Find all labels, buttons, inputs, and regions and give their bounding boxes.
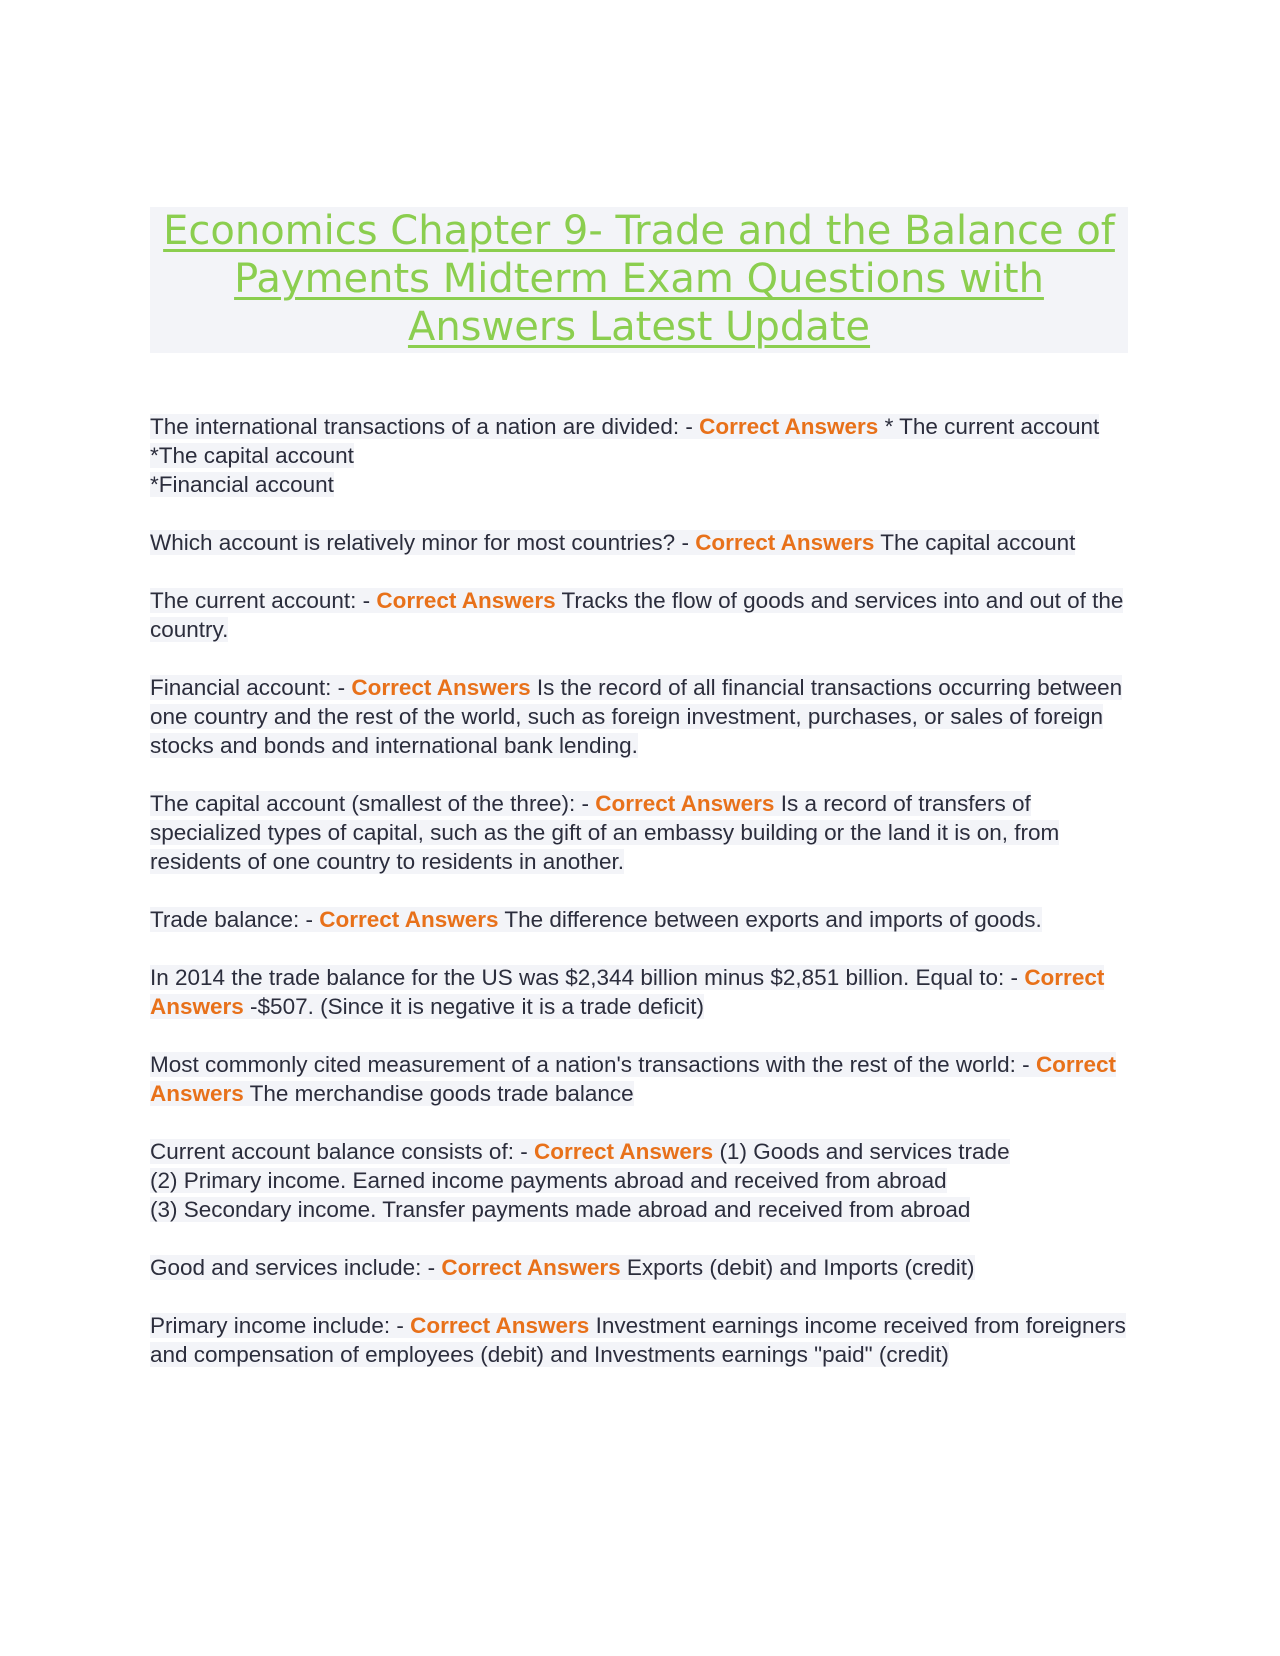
correct-answers-label: Correct Answers [319,907,499,932]
qa-item [150,528,1135,557]
correct-answers-label: Correct Answers [699,414,879,439]
answer-line: *The capital account [150,443,354,468]
correct-answers-label: Correct Answers [376,588,556,613]
qa-item [150,586,1135,644]
question-text: Good and services include: - [150,1255,442,1280]
correct-answers-label: Correct Answers [533,1139,714,1164]
qa-item [150,1311,1135,1369]
answer-text: Is the record of all financial transactions occurring between one country and the rest of the world, such as foreign investment, purchases, or sales of foreign stocks and bonds and international bank lending. [150,675,1123,758]
answer-text: The merchandise goods trade balance [243,1081,634,1106]
answer-text: Tracks the flow of goods and services into and out of the country. [150,588,1124,642]
answer-text: Investment earnings income received from foreigners and compensation of employees (debit) and Investments earnings "paid" (credit) [150,1313,1126,1367]
question-text: Trade balance: - [150,907,320,932]
question-text: Financial account: - [150,675,352,700]
answer-text: Is a record of transfers of specialized types of capital, such as the gift of an embassy building or the land it is on, from residents of one country to residents in another. [150,791,1060,874]
answer-line: *Financial account [150,472,334,497]
question-text: Most commonly cited measurement of a nation's transactions with the rest of the world: - [150,1052,1036,1077]
answer-text: -$507. (Since it is negative it is a trade deficit) [243,994,705,1019]
qa-item [150,789,1135,876]
qa-item [150,1253,1135,1282]
qa-item [150,905,1135,934]
qa-item [150,1050,1135,1108]
correct-answers-label: Correct Answers [695,530,875,555]
qa-list [150,412,1135,1398]
correct-answers-label: Correct Answers [595,791,775,816]
qa-item [150,1137,1135,1224]
question-text: In 2014 the trade balance for the US was $2,344 billion minus $2,851 billion. Equal to: - [150,965,1025,990]
answer-text: Exports (debit) and Imports (credit) [620,1255,975,1280]
question-text: The current account: - [150,588,377,613]
answer-line: (3) Secondary income. Transfer payments made abroad and received from abroad [150,1197,971,1222]
document-title [150,207,1128,353]
question-text: Which account is relatively minor for most countries? - [150,530,696,555]
correct-answers-label: Correct Answers [351,675,531,700]
qa-item [150,673,1135,760]
title-link[interactable]: Economics Chapter 9- Trade and the Balance of Payments Midterm Exam Questions with Answers Latest Update [163,208,1115,350]
question-text: Primary income include: - [150,1313,411,1338]
answer-text: * The current account [878,414,1100,439]
correct-answers-label: Correct Answers [441,1255,621,1280]
question-text: The international transactions of a nation are divided: - [150,414,700,439]
qa-item [150,412,1135,499]
answer-text: The capital account [874,530,1076,555]
correct-answers-label: Correct Answers [150,1052,1116,1106]
answer-text: (1) Goods and services trade [713,1139,1010,1164]
correct-answers-label: Correct Answers [410,1313,590,1338]
qa-item [150,963,1135,1021]
correct-answers-label: Correct Answers [150,965,1105,1019]
answer-text: The difference between exports and imports of goods. [498,907,1042,932]
question-text: Current account balance consists of: - [150,1139,534,1164]
answer-line: (2) Primary income. Earned income payments abroad and received from abroad [150,1168,947,1193]
question-text: The capital account (smallest of the three): - [150,791,596,816]
